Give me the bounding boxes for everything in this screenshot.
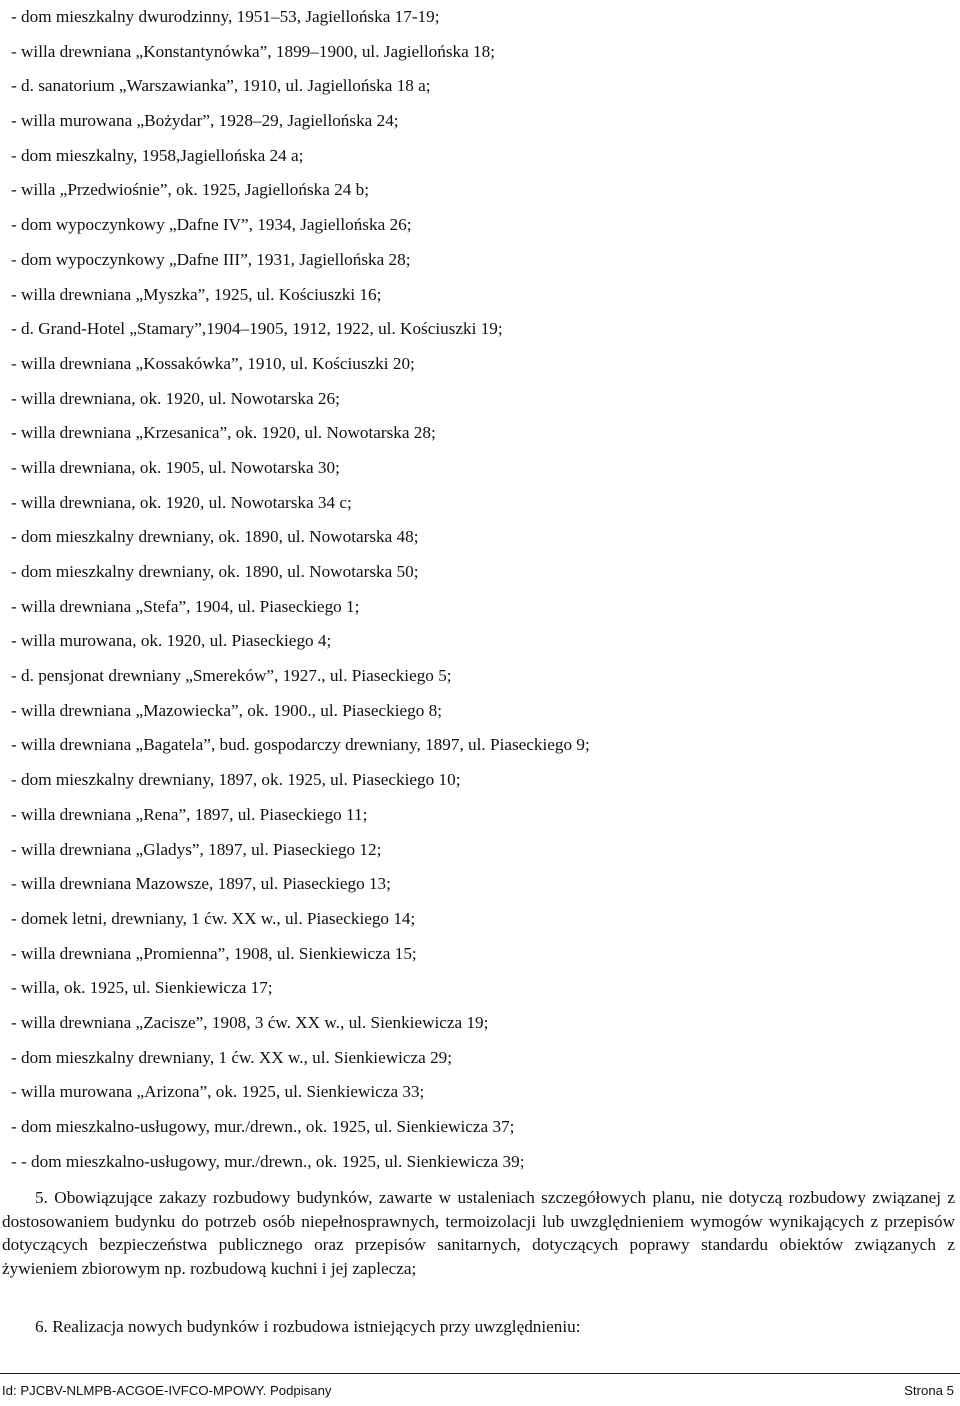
list-item: - willa „Przedwiośnie”, ok. 1925, Jagiellońska 24 b; (11, 180, 370, 200)
heritage-list (11, 0, 951, 1179)
list-item: - willa drewniana „Gladys”, 1897, ul. Piaseckiego 12; (11, 839, 382, 859)
paragraph-5-text: Obowiązujące zakazy rozbudowy budynków, zawarte w ustaleniach szczegółowych planu, nie dotyczą rozbudowy związanej z dostosowaniem budynku do potrzeb osób niepełnosprawnych, termoizolacji lub uwzględnieniem wymogów wynikających z przepisów dotyczących bezpieczeństwa publicznego oraz przepisów sanitarnych, dotyczących poprawy standardu obiektów związanych z żywieniem zbiorowym np. rozbudową kuchni i jej zaplecza; (2, 1188, 956, 1278)
list-item: - willa murowana „Arizona”, ok. 1925, ul. Sienkiewicza 33; (11, 1082, 425, 1102)
list-item: - willa drewniana „Konstantynówka”, 1899–1900, ul. Jagiellońska 18; (11, 41, 496, 61)
list-item: - willa, ok. 1925, ul. Sienkiewicza 17; (11, 978, 273, 998)
list-item: - dom mieszkalny drewniany, ok. 1890, ul. Nowotarska 48; (11, 527, 419, 547)
list-item: - dom mieszkalny drewniany, 1 ćw. XX w., ul. Sienkiewicza 29; (11, 1047, 453, 1067)
list-item: - willa drewniana „Zacisze”, 1908, 3 ćw. XX w., ul. Sienkiewicza 19; (11, 1012, 489, 1032)
list-item: - willa drewniana „Bagatela”, bud. gospodarczy drewniany, 1897, ul. Piaseckiego 9; (11, 735, 590, 755)
list-item: - dom mieszkalny dwurodzinny, 1951–53, Jagiellońska 17-19; (11, 7, 440, 26)
paragraph-6-number: 6. (35, 1317, 48, 1336)
list-item: - willa drewniana „Promienna”, 1908, ul. Sienkiewicza 15; (11, 943, 417, 963)
list-item: - dom wypoczynkowy „Dafne IV”, 1934, Jagiellońska 26; (11, 215, 412, 235)
paragraph-6-text: Realizacja nowych budynków i rozbudowa istniejących przy uwzględnieniu: (52, 1317, 581, 1336)
paragraph-6 (35, 1315, 955, 1339)
list-item: - d. pensjonat drewniany „Smereków”, 1927., ul. Piaseckiego 5; (11, 666, 452, 686)
list-item: - domek letni, drewniany, 1 ćw. XX w., ul. Piaseckiego 14; (11, 908, 416, 928)
list-item: - - dom mieszkalno-usługowy, mur./drewn., ok. 1925, ul. Sienkiewicza 39; (11, 1151, 525, 1171)
list-item: - willa drewniana, ok. 1920, ul. Nowotarska 26; (11, 388, 340, 408)
list-item: - d. sanatorium „Warszawianka”, 1910, ul. Jagiellońska 18 a; (11, 76, 431, 96)
paragraph-5 (2, 1186, 955, 1280)
list-item: - willa murowana „Bożydar”, 1928–29, Jagiellońska 24; (11, 111, 399, 131)
list-item: - d. Grand-Hotel „Stamary”,1904–1905, 1912, 1922, ul. Kościuszki 19; (11, 319, 503, 339)
footer-divider (0, 1373, 960, 1374)
list-item: - willa drewniana „Rena”, 1897, ul. Piaseckiego 11; (11, 804, 368, 824)
list-item: - dom wypoczynkowy „Dafne III”, 1931, Jagiellońska 28; (11, 249, 411, 269)
list-item: - willa murowana, ok. 1920, ul. Piaseckiego 4; (11, 631, 332, 651)
list-item: - willa drewniana „Stefa”, 1904, ul. Piaseckiego 1; (11, 596, 360, 616)
list-item: - willa drewniana „Mazowiecka”, ok. 1900., ul. Piaseckiego 8; (11, 700, 442, 720)
list-item: - willa drewniana „Myszka”, 1925, ul. Kościuszki 16; (11, 284, 382, 304)
list-item: - dom mieszkalny drewniany, ok. 1890, ul. Nowotarska 50; (11, 562, 419, 581)
footer-page-number: Strona 5 (904, 1383, 954, 1398)
list-item: - willa drewniana Mazowsze, 1897, ul. Piaseckiego 13; (11, 874, 391, 894)
list-item: - willa drewniana, ok. 1905, ul. Nowotarska 30; (11, 457, 340, 477)
list-item: - willa drewniana, ok. 1920, ul. Nowotarska 34 c; (11, 492, 352, 512)
list-item: - dom mieszkalno-usługowy, mur./drewn., ok. 1925, ul. Sienkiewicza 37; (11, 1117, 515, 1136)
list-item: - dom mieszkalny, 1958,Jagiellońska 24 a; (11, 145, 304, 165)
footer-document-id: Id: PJCBV-NLMPB-ACGOE-IVFCO-MPOWY. Podpisany (2, 1383, 332, 1398)
list-item: - willa drewniana „Kossakówka”, 1910, ul. Kościuszki 20; (11, 353, 415, 373)
list-item: - dom mieszkalny drewniany, 1897, ok. 1925, ul. Piaseckiego 10; (11, 770, 461, 790)
paragraph-5-number: 5. (35, 1188, 48, 1207)
list-item: - willa drewniana „Krzesanica”, ok. 1920, ul. Nowotarska 28; (11, 423, 436, 443)
